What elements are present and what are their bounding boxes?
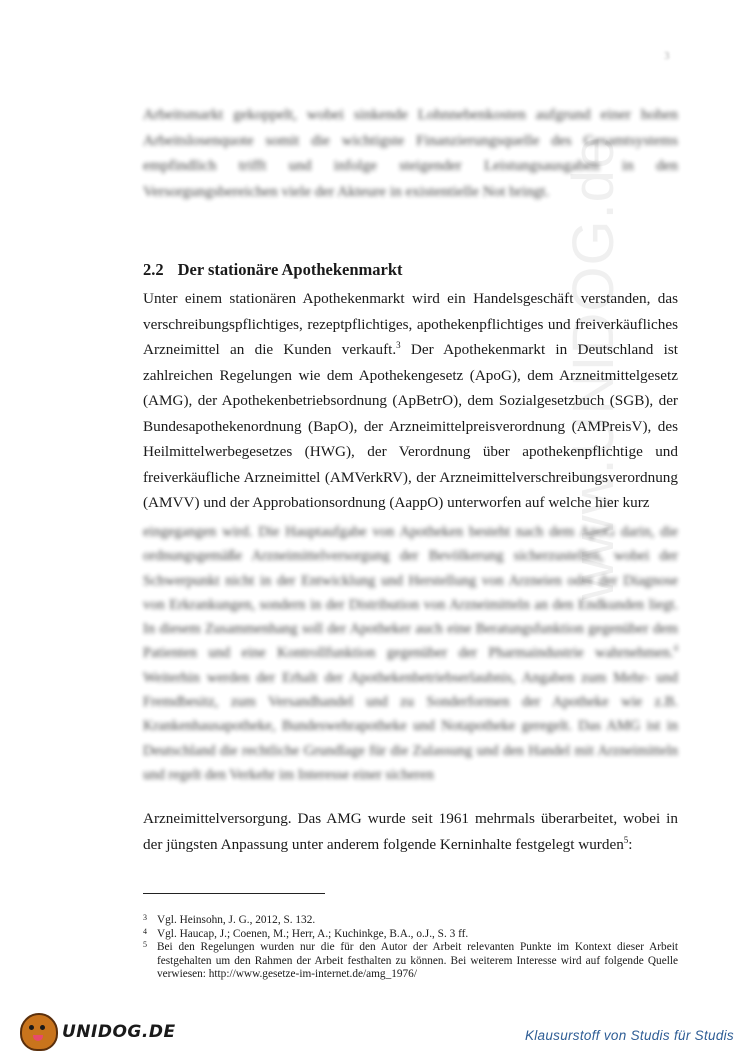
section-title: Der stationäre Apothekenmarkt: [177, 260, 403, 279]
page-number: 3: [664, 50, 670, 62]
footnote-text: Vgl. Haucap, J.; Coenen, M.; Herr, A.; Kuchinkge, B.A., o.J., S. 3 ff.: [157, 927, 469, 940]
tail-paragraph: [143, 806, 678, 857]
footnote-text: Vgl. Heinsohn, J. G., 2012, S. 132.: [157, 914, 316, 926]
blurred-paragraph-part1: eingegangen wird. Die Hauptaufgabe von Apotheken besteht nach dem ApoG darin, die ordnungsgemäße Arzneimittelversorgung der Bevölkerung sicherzustellen, wobei der Schwerpunkt nicht in der Entwicklung und Herstellung von Arzneien oder der Diagnose von Erkrankungen, sondern in der Distribution von Arzneimitteln an den Endkunden liegt. In diesem Zusammenhang soll der Apotheker auch eine Beratungsfunktion gegenüber dem Patienten und eine Kontrollfunktion gegenüber der Pharmaindustrie wahrnehmen.: [143, 524, 678, 662]
footnote-divider: [143, 893, 325, 894]
footer-slogan: Klausurstoff von Studis für Studis: [524, 1028, 734, 1043]
footnote-ref-5[interactable]: 5: [623, 834, 629, 845]
main-paragraph-part2: Der Apothekenmarkt in Deutschland ist zahlreichen Regelungen wie dem Apothekengesetz (ApoG), dem Arzneitmittelgesetz (AMG), der Apothekenbetriebsordnung (ApBetrO), dem Sozialgesetzbuch (SGB), der Bundesapothekenordnung (BapO), der Arzneimittelpreisverordnung (AMPreisV), des Heilmittelwerbegesetzes (HWG), der Verordnung über apothekenpflichtige und freiverkäufliche Arzneimittel (AMVerkRV), der Arzneimittelverschreibungsverordnung (AMVV) und der Approbationsordnung (AappO) unterworfen auf welche hier kurz: [143, 341, 679, 511]
footnote-item: [143, 928, 678, 942]
tail-paragraph-end: :: [628, 835, 633, 853]
footnote-ref-4[interactable]: 4: [673, 643, 678, 654]
dog-mascot-icon: [20, 1013, 58, 1051]
watermark-text: www.UNIDOG.de: [561, 135, 626, 600]
tail-paragraph-text: Arzneimittelversorgung. Das AMG wurde seit 1961 mehrmals überarbeitet, wobei in der jüngsten Anpassung unter anderem folgende Kerninhalte festgelegt wurden: [143, 810, 678, 853]
logo-text: UNIDOG.DE: [62, 1022, 176, 1042]
footer-logo[interactable]: [20, 1012, 176, 1052]
main-paragraph: [143, 286, 678, 516]
intro-paragraph: Arbeitsmarkt gekoppelt, wobei sinkende Lohnnebenkosten aufgrund einer hohen Arbeitslosenquote somit die wichtigste Finanzierungsquelle des Gesamtsystems empfindlich trifft und infolge steigender Leistungsausgaben in den Versorgungsbereichen viele der Akteure in existentielle Not bringt.: [143, 106, 678, 200]
section-number: 2.2: [143, 260, 164, 279]
section-heading: [143, 260, 403, 280]
footnote-text: Bei den Regelungen wurden nur die für den Autor der Arbeit relevanten Punkte im Kontext dieser Arbeit festgehalten um den Rahmen der Arbeit festhalten zu können. Bei weiterem Interesse wird auf folgende Quelle verwiesen: http://www.gesetze-im-internet.de/amg_1976/: [157, 941, 678, 981]
footnote-number: 4: [143, 926, 147, 936]
footnote-list: [143, 914, 678, 982]
blurred-paragraph: [143, 520, 678, 787]
blurred-paragraph-part2: Weiterhin werden der Erhalt der Apothekenbetriebserlaubnis, Angaben zum Mehr- und Fremdbesitz, zum Versandhandel und zu Sonderformen der Apotheke wie z.B. Krankenhausapotheke, Bundeswehrapotheke und Notapotheke geregelt. Das AMG ist in Deutschland die rechtliche Grundlage für die Zulassung und den Handel mit Arzneimitteln und regelt den Verkehr im Interesse einer sicheren: [143, 669, 678, 783]
footnote-number: 5: [143, 940, 147, 950]
footnote-ref-3[interactable]: 3: [396, 339, 401, 350]
footnote-item: [143, 941, 678, 982]
footnote-number: 3: [143, 913, 147, 922]
main-paragraph-part1: Unter einem stationären Apothekenmarkt wird ein Handelsgeschäft verstanden, das verschreibungspflichtiges, rezeptpflichtiges, apothekenpflichtiges und freiverkäufliches Arzneimittel an die Kunden verkauft.: [143, 290, 678, 358]
footnote-item: [143, 914, 678, 928]
